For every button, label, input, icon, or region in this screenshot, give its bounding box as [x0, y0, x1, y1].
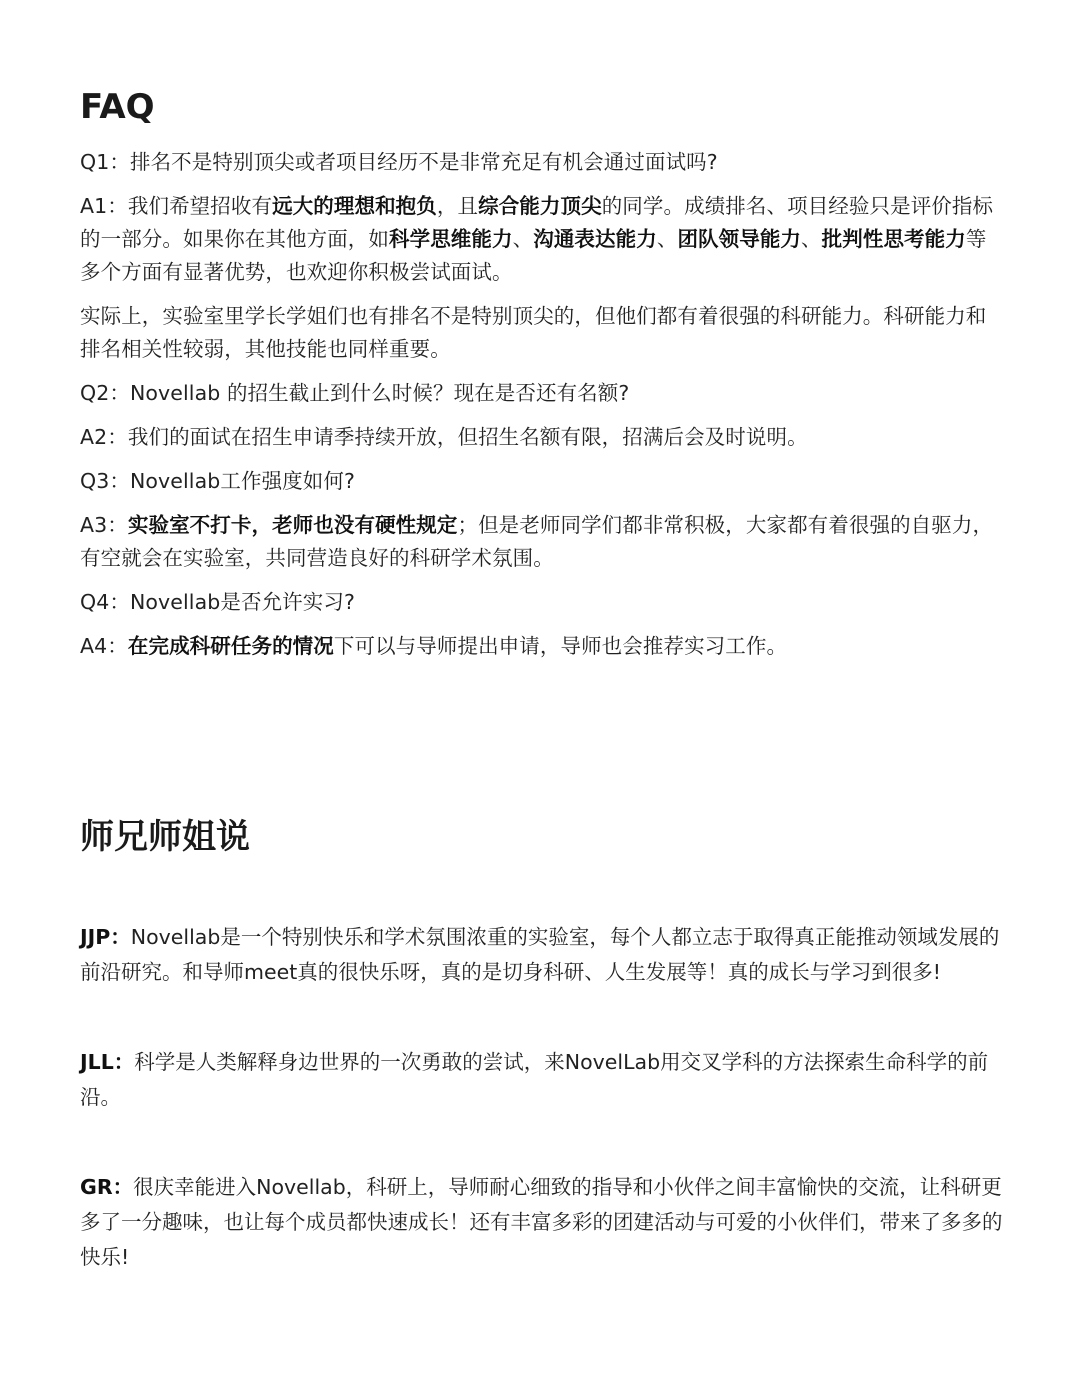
faq-list: [80, 146, 1005, 674]
testimonial: [80, 1045, 1005, 1115]
testimonial-text: 很庆幸能进入Novellab，科研上，导师耐心细致的指导和小伙伴之间丰富愉快的交流，让科研更多了一分趣味，也让每个成员都快速成长！还有丰富多彩的团建活动与可爱的小伙伴们，带来了多多的快乐!: [80, 1175, 1003, 1269]
testimonial: [80, 1170, 1005, 1275]
testimonial-text: Novellab是一个特别快乐和学术氛围浓重的实验室，每个人都立志于取得真正能推动领域发展的前沿研究。和导师meet真的很快乐呀，真的是切身科研、人生发展等！真的成长与学习到很多!: [80, 925, 1000, 984]
faq-paragraph: [80, 377, 1005, 410]
text-span: 、: [801, 227, 822, 251]
bold-text: 批判性思考能力: [821, 227, 966, 251]
seniors-list: [80, 920, 1005, 1330]
testimonial-author: GR：: [80, 1175, 134, 1199]
text-span: 等多个方面有显著优势，也欢迎你积极尝试面试。: [80, 227, 987, 284]
bold-text: 综合能力顶尖: [478, 194, 602, 218]
text-span: A4：: [80, 634, 128, 658]
testimonial-author: JLL：: [80, 1050, 135, 1074]
faq-paragraph: [80, 509, 1005, 575]
text-span: ；但是老师同学们都非常积极，大家都有着很强的自驱力，有空就会在实验室，共同营造良好的科研学术氛围。: [80, 513, 994, 570]
bold-text: 在完成科研任务的情况: [127, 634, 334, 658]
text-span: 的同学。成绩排名、项目经验只是评价指标的一部分。如果你在其他方面，如: [80, 194, 994, 251]
faq-paragraph: [80, 300, 1005, 366]
testimonial: [80, 920, 1005, 990]
bold-text: 远大的理想和抱负: [272, 194, 437, 218]
text-span: A2：我们的面试在招生申请季持续开放，但招生名额有限，招满后会及时说明。: [80, 425, 808, 449]
faq-heading: FAQ: [80, 87, 155, 127]
text-span: Q2：Novellab 的招生截止到什么时候？现在是否还有名额?: [80, 381, 630, 405]
faq-paragraph: [80, 586, 1005, 619]
bold-text: 沟通表达能力: [533, 227, 657, 251]
text-span: 、: [512, 227, 534, 251]
text-span: A3：: [80, 513, 128, 537]
text-span: 、: [656, 227, 678, 251]
bold-text: 科学思维能力: [389, 227, 513, 251]
faq-paragraph: [80, 465, 1005, 498]
testimonial-text: 科学是人类解释身边世界的一次勇敢的尝试，来NovelLab用交叉学科的方法探索生命科学的前沿。: [80, 1050, 989, 1109]
testimonial-author: JJP：: [80, 925, 131, 949]
text-span: Q1：排名不是特别顶尖或者项目经历不是非常充足有机会通过面试吗?: [80, 150, 718, 174]
faq-paragraph: [80, 190, 1005, 289]
text-span: 实际上，实验室里学长学姐们也有排名不是特别顶尖的，但他们都有着很强的科研能力。科研能力和排名相关性较弱，其他技能也同样重要。: [80, 304, 987, 361]
faq-paragraph: [80, 146, 1005, 179]
text-span: 下可以与导师提出申请，导师也会推荐实习工作。: [333, 634, 788, 658]
faq-paragraph: [80, 630, 1005, 663]
text-span: Q3：Novellab工作强度如何?: [80, 469, 355, 493]
bold-text: 团队领导能力: [677, 227, 802, 251]
seniors-heading: 师兄师姐说: [80, 817, 250, 857]
bold-text: 实验室不打卡，老师也没有硬性规定: [127, 513, 458, 537]
text-span: Q4：Novellab是否允许实习?: [80, 590, 355, 614]
faq-paragraph: [80, 421, 1005, 454]
text-span: ，且: [436, 194, 479, 218]
text-span: A1：我们希望招收有: [80, 194, 273, 218]
